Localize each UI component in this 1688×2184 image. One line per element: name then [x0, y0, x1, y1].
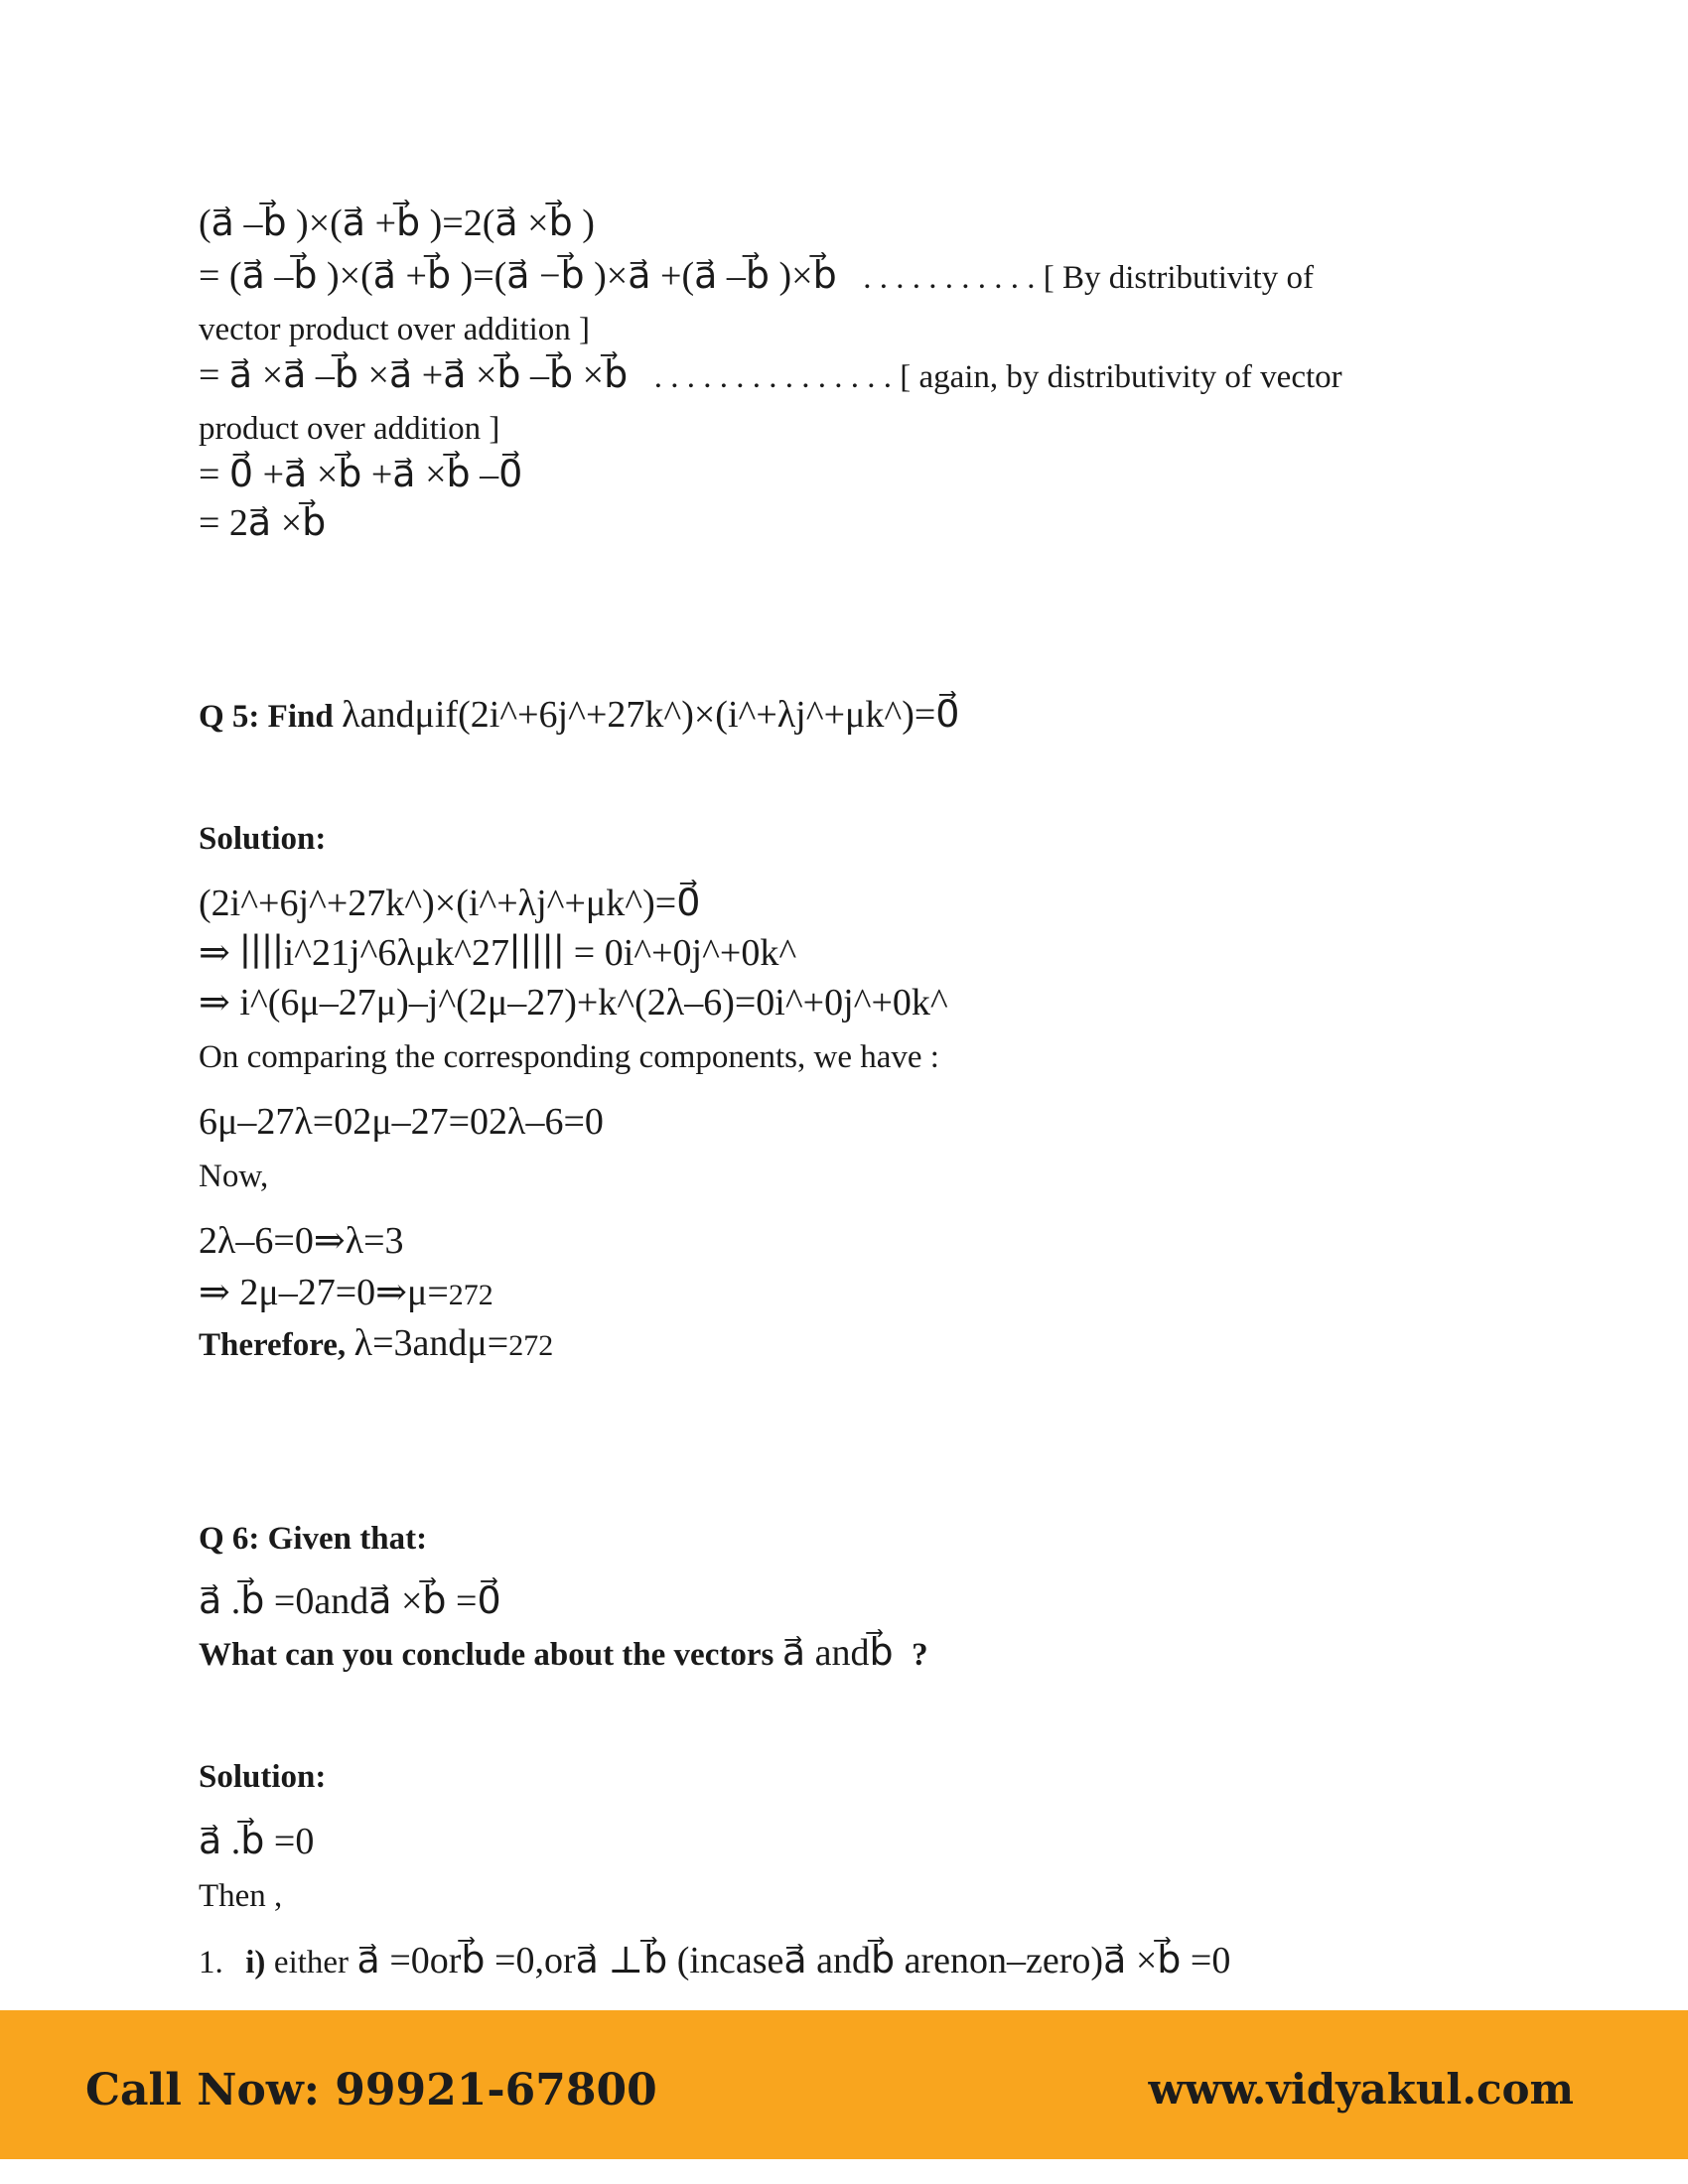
footer-banner — [0, 2010, 1688, 2159]
solution-text: Now, — [199, 1159, 269, 1194]
question-6-text — [199, 1633, 928, 1675]
equation-expr: = (a⃗ –b⃗ )×(a⃗ +b⃗ )=(a⃗ −b⃗ )×a⃗ +(a⃗ –b⃗ )×b⃗ — [199, 255, 837, 297]
given-expr: a⃗ .b⃗ =0anda⃗ ×b⃗ =0⃗ — [199, 1580, 501, 1622]
equation-line-2 — [199, 256, 1314, 298]
solution-label: Solution: — [199, 821, 327, 857]
website-link[interactable]: www.vidyakul.com — [1148, 2065, 1574, 2114]
equation-line-6: = 0⃗ +a⃗ ×b⃗ +a⃗ ×b⃗ –0⃗ — [199, 454, 523, 495]
equation-line-7: = 2a⃗ ×b⃗ — [199, 502, 327, 544]
equation-line-4 — [199, 355, 1342, 397]
equation-expr: = a⃗ ×a⃗ –b⃗ ×a⃗ +a⃗ ×b⃗ –b⃗ ×b⃗ — [199, 354, 629, 396]
list-number: 1. — [199, 1945, 223, 1980]
annotation-note: . . . . . . . . . . . . . . . [ again, by distributivity of vector — [653, 359, 1342, 395]
solution-expr: ⇒ 2μ–27=0⇒μ= — [199, 1272, 449, 1313]
question-expr: λandμif(2i^+6j^+27k^)×(i^+λj^+μk^)=0⃗ — [342, 694, 960, 736]
question-5 — [199, 695, 959, 737]
solution-line-5: 6μ–27λ=02μ–27=02λ–6=0 — [199, 1101, 604, 1143]
solution-text: On comparing the corresponding components, we have : — [199, 1039, 939, 1075]
call-now-text[interactable]: Call Now: 99921-67800 — [85, 2065, 657, 2116]
solution-line-1: a⃗ .b⃗ =0 — [199, 1821, 315, 1862]
conclusion-expr: λ=3andμ= — [353, 1322, 509, 1364]
question-label: Q 5: Find — [199, 699, 334, 735]
solution-line-1: (2i^+6j^+27k^)×(i^+λj^+μk^)=0⃗ — [199, 883, 701, 924]
list-item-text: either — [273, 1945, 350, 1980]
question-expr: a⃗ andb⃗ — [781, 1632, 894, 1674]
annotation-continuation: vector product over addition ] — [199, 312, 591, 347]
list-item-label: i) — [245, 1945, 266, 1980]
solution-line-2: ⇒ ∣∣∣∣i^21j^6λμk^27∣∣∣∣∣ = 0i^+0j^+0k^ — [199, 932, 797, 974]
list-item-expr: a⃗ =0orb⃗ =0,ora⃗ ⊥b⃗ (incasea⃗ andb⃗ arenon–zero)a⃗ ×b⃗ =0 — [356, 1940, 1231, 1981]
question-mark: ? — [912, 1637, 928, 1673]
solution-conclusion — [199, 1323, 553, 1366]
solution-label: Solution: — [199, 1759, 327, 1795]
fraction-value: 272 — [448, 1279, 493, 1311]
list-item — [199, 1941, 1230, 1982]
fraction-value: 272 — [508, 1329, 554, 1362]
annotation-note: . . . . . . . . . . . [ By distributivity of — [863, 260, 1314, 296]
solution-line-8 — [199, 1273, 493, 1315]
conclusion-label: Therefore, — [199, 1327, 347, 1363]
solution-text: Then , — [199, 1878, 283, 1914]
solution-line-3: ⇒ i^(6μ–27μ)–j^(2μ–27)+k^(2λ–6)=0i^+0j^+0k^ — [199, 982, 948, 1024]
equation-line-1: (a⃗ –b⃗ )×(a⃗ +b⃗ )=2(a⃗ ×b⃗ ) — [199, 203, 595, 244]
annotation-continuation: product over addition ] — [199, 411, 500, 447]
question-text: What can you conclude about the vectors — [199, 1637, 774, 1673]
solution-line-7: 2λ–6=0⇒λ=3 — [199, 1220, 404, 1262]
question-6: Q 6: Given that: — [199, 1521, 428, 1557]
